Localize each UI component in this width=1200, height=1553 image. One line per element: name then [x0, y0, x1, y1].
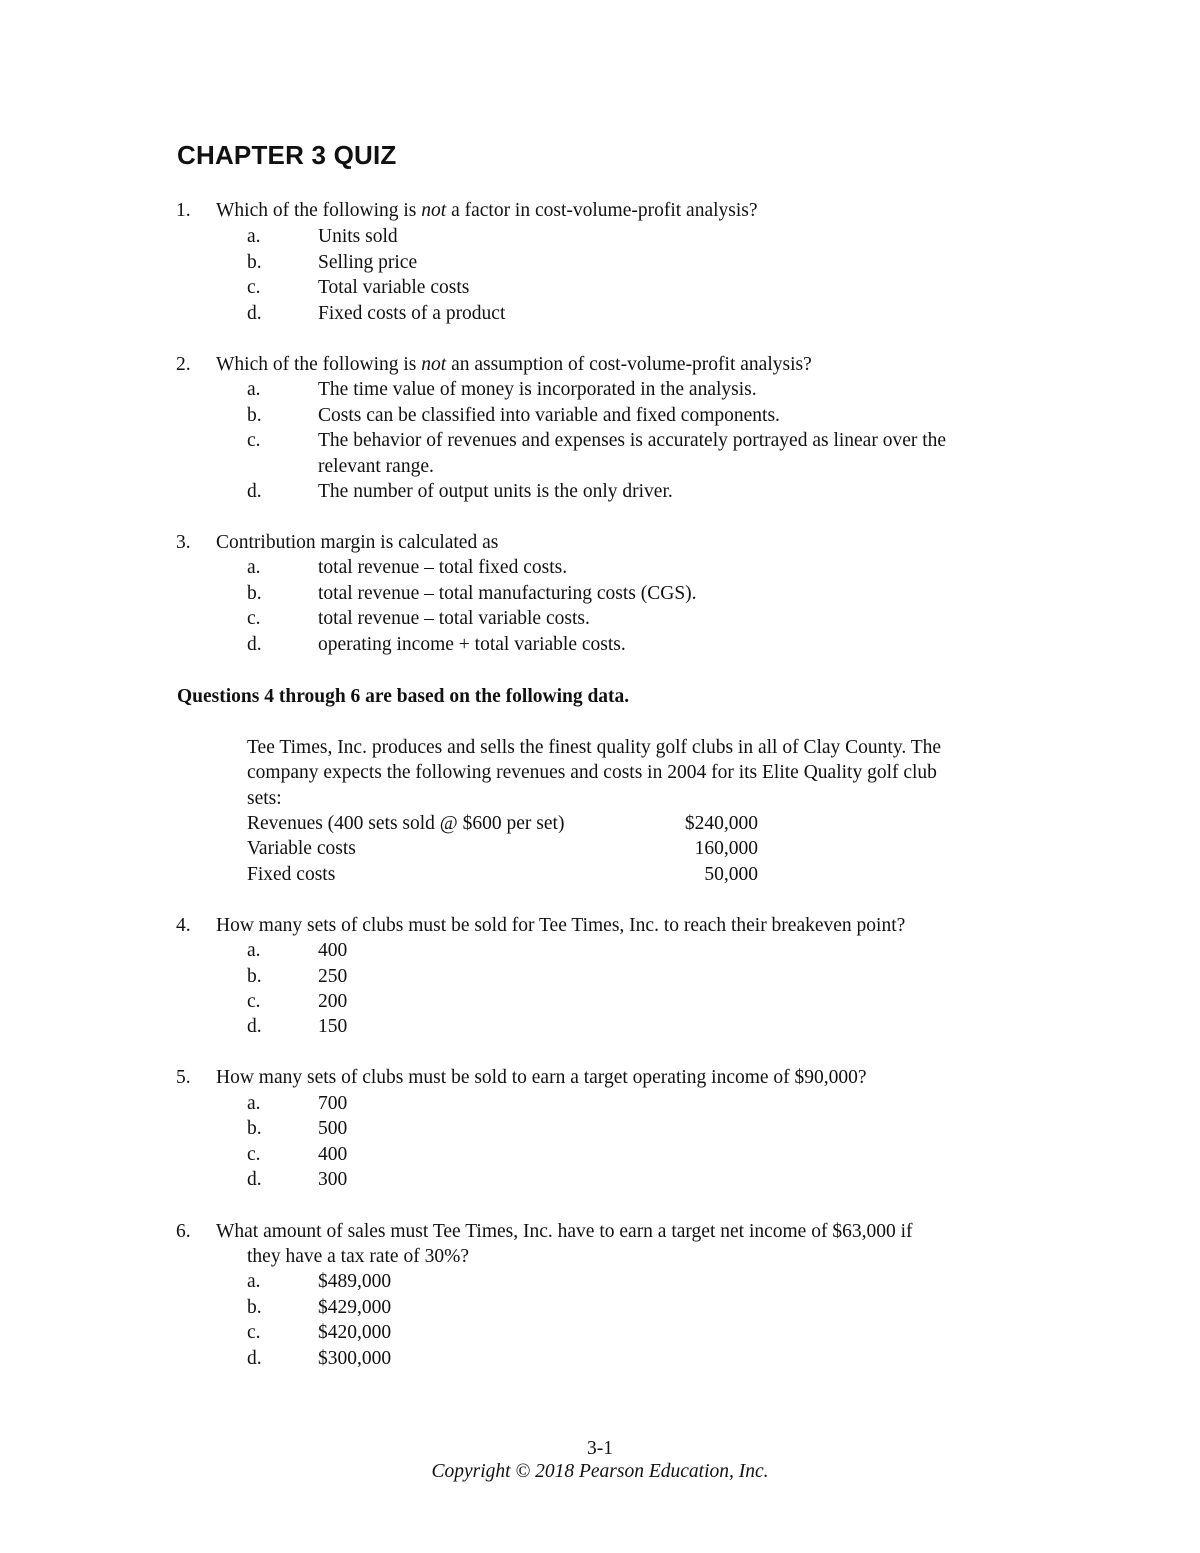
- data-row-value: 160,000: [694, 838, 758, 859]
- option-letter: b.: [247, 1297, 262, 1318]
- option-letter: c.: [247, 991, 261, 1012]
- question-1-number: 1.: [176, 200, 191, 221]
- option-letter: d.: [247, 303, 262, 324]
- option-text: 400: [318, 1144, 348, 1165]
- question-5-number: 5.: [176, 1067, 191, 1088]
- option-text: 300: [318, 1169, 348, 1190]
- option-letter: d.: [247, 1016, 262, 1037]
- option-text: The number of output units is the only driver.: [318, 481, 673, 502]
- option-text: 700: [318, 1093, 348, 1114]
- option-letter: d.: [247, 1348, 262, 1369]
- option-text: total revenue – total manufacturing costs (CGS).: [318, 583, 697, 604]
- question-4-stem: How many sets of clubs must be sold for Tee Times, Inc. to reach their breakeven point?: [216, 915, 906, 936]
- option-text-continued: relevant range.: [318, 456, 434, 477]
- question-1-stem-start: Which of the following is: [216, 200, 422, 221]
- option-letter: c.: [247, 430, 261, 451]
- option-text: 400: [318, 940, 348, 961]
- option-text: $489,000: [318, 1271, 392, 1292]
- option-letter: a.: [247, 1093, 261, 1114]
- data-row-label: Revenues (400 sets sold @ $600 per set): [247, 813, 565, 834]
- question-6-stem-continued: they have a tax rate of 30%?: [247, 1246, 469, 1267]
- question-3-number: 3.: [176, 532, 191, 553]
- option-letter: d.: [247, 634, 262, 655]
- question-2-stem-end: an assumption of cost-volume-profit analysis?: [446, 354, 812, 375]
- option-letter: a.: [247, 940, 261, 961]
- option-text: $420,000: [318, 1322, 392, 1343]
- question-3-stem: Contribution margin is calculated as: [216, 532, 499, 553]
- option-letter: a.: [247, 379, 261, 400]
- question-6-number: 6.: [176, 1221, 191, 1242]
- option-text: 200: [318, 991, 348, 1012]
- option-text: The behavior of revenues and expenses is accurately portrayed as linear over the: [318, 430, 947, 451]
- data-row-value: 50,000: [704, 864, 758, 885]
- option-letter: b.: [247, 405, 262, 426]
- question-1-stem: [216, 198, 758, 224]
- page-title: CHAPTER 3 QUIZ: [177, 140, 397, 170]
- option-letter: c.: [247, 608, 261, 629]
- option-text: Selling price: [318, 252, 418, 273]
- scenario-line: sets:: [247, 788, 282, 809]
- option-text: 150: [318, 1016, 348, 1037]
- option-text: $300,000: [318, 1348, 392, 1369]
- option-text: operating income + total variable costs.: [318, 634, 626, 655]
- data-row-label: Fixed costs: [247, 864, 336, 885]
- option-text: 250: [318, 966, 348, 987]
- option-letter: b.: [247, 1118, 262, 1139]
- option-text: The time value of money is incorporated in the analysis.: [318, 379, 757, 400]
- option-letter: c.: [247, 277, 261, 298]
- option-letter: a.: [247, 1271, 261, 1292]
- question-1-stem-emphasis: not: [421, 200, 447, 221]
- scenario-line: company expects the following revenues and costs in 2004 for its Elite Quality golf club: [247, 762, 937, 783]
- option-text: Costs can be classified into variable and fixed components.: [318, 405, 780, 426]
- option-letter: c.: [247, 1322, 261, 1343]
- option-letter: d.: [247, 481, 262, 502]
- option-letter: c.: [247, 1144, 261, 1165]
- option-text: 500: [318, 1118, 348, 1139]
- question-2-stem: [216, 352, 812, 378]
- option-letter: b.: [247, 583, 262, 604]
- question-5-stem: How many sets of clubs must be sold to earn a target operating income of $90,000?: [216, 1067, 867, 1088]
- option-text: Total variable costs: [318, 277, 470, 298]
- copyright-notice: Copyright © 2018 Pearson Education, Inc.: [431, 1461, 769, 1482]
- data-row-label: Variable costs: [247, 838, 356, 859]
- option-letter: d.: [247, 1169, 262, 1190]
- scenario-line: Tee Times, Inc. produces and sells the finest quality golf clubs in all of Clay County. The: [247, 737, 942, 758]
- question-4-number: 4.: [176, 915, 191, 936]
- data-row-value: $240,000: [684, 813, 758, 834]
- option-letter: b.: [247, 966, 262, 987]
- section-heading: Questions 4 through 6 are based on the following data.: [177, 686, 630, 707]
- option-text: $429,000: [318, 1297, 392, 1318]
- question-2-stem-emphasis: not: [421, 354, 447, 375]
- question-1-stem-end: a factor in cost-volume-profit analysis?: [446, 200, 758, 221]
- question-6-stem: What amount of sales must Tee Times, Inc. have to earn a target net income of $63,000 if: [216, 1221, 913, 1242]
- question-2-number: 2.: [176, 354, 191, 375]
- option-letter: a.: [247, 226, 261, 247]
- page-number: 3-1: [587, 1438, 613, 1459]
- option-text: Fixed costs of a product: [318, 303, 506, 324]
- option-letter: a.: [247, 557, 261, 578]
- option-letter: b.: [247, 252, 262, 273]
- option-text: total revenue – total variable costs.: [318, 608, 590, 629]
- option-text: Units sold: [318, 226, 398, 247]
- question-2-stem-start: Which of the following is: [216, 354, 422, 375]
- option-text: total revenue – total fixed costs.: [318, 557, 568, 578]
